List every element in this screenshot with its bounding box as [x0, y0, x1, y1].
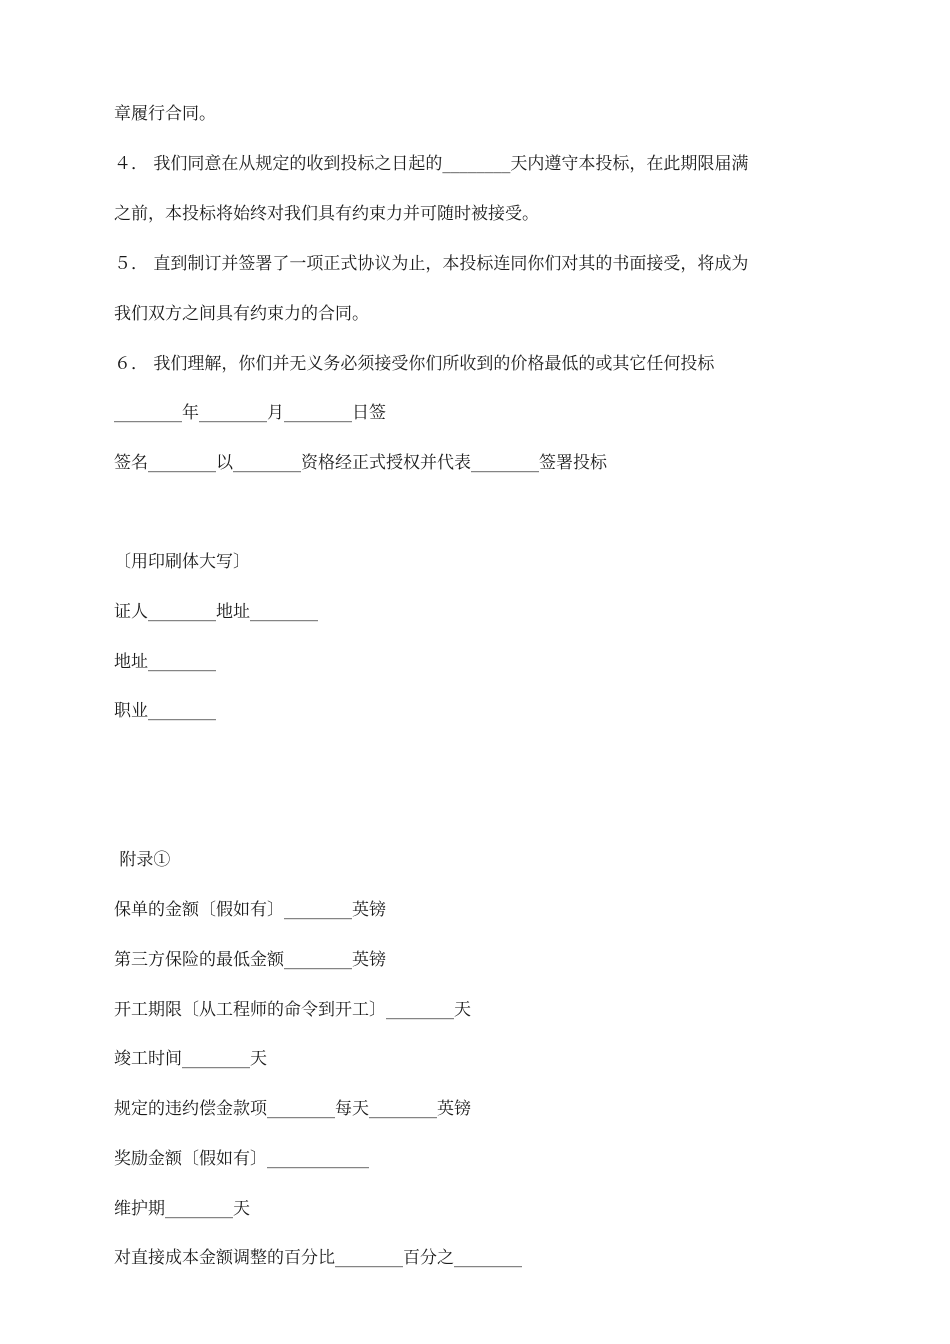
appendix-liquidated-damages: 规定的违约偿金款项________每天________英镑	[114, 1099, 471, 1119]
appendix-completion-time: 竣工时间________天	[114, 1049, 267, 1069]
appendix-bonus-amount: 奖励金额〔假如有〕____________	[114, 1149, 369, 1169]
text-line-clause-4-cont: 之前，本投标将始终对我们具有约束力并可随时被接受。	[114, 204, 539, 224]
text-line-clause-6: ６． 我们理解，你们并无义务必须接受你们所收到的价格最低的或其它任何投标	[114, 354, 715, 374]
signature-line: 签名________以________资格经正式授权并代表________签署投标	[114, 453, 607, 473]
witness-line: 证人________地址________	[114, 602, 318, 622]
print-capitals-note: 〔用印刷体大写〕	[114, 552, 250, 572]
appendix-cost-adjustment-percentage: 对直接成本金额调整的百分比________百分之________	[114, 1248, 522, 1268]
text-line-clause-5: ５． 直到制订并签署了一项正式协议为止，本投标连同你们对其的书面接受，将成为	[114, 254, 749, 274]
text-line-clause-5-cont: 我们双方之间具有约束力的合同。	[114, 304, 369, 324]
appendix-heading: 附录①	[114, 850, 171, 870]
address-line: 地址________	[114, 652, 216, 672]
date-line: ________年________月________日签	[114, 403, 386, 423]
text-line-contract-end: 章履行合同。	[114, 104, 216, 124]
appendix-maintenance-period: 维护期________天	[114, 1199, 250, 1219]
occupation-line: 职业________	[114, 701, 216, 721]
appendix-insurance-minimum: 第三方保险的最低金额________英镑	[114, 950, 386, 970]
appendix-bond-amount: 保单的金额〔假如有〕________英镑	[114, 900, 386, 920]
text-line-clause-4: ４． 我们同意在从规定的收到投标之日起的________天内遵守本投标，在此期限届满	[114, 154, 749, 174]
appendix-commencement-period: 开工期限〔从工程师的命令到开工〕________天	[114, 1000, 471, 1020]
